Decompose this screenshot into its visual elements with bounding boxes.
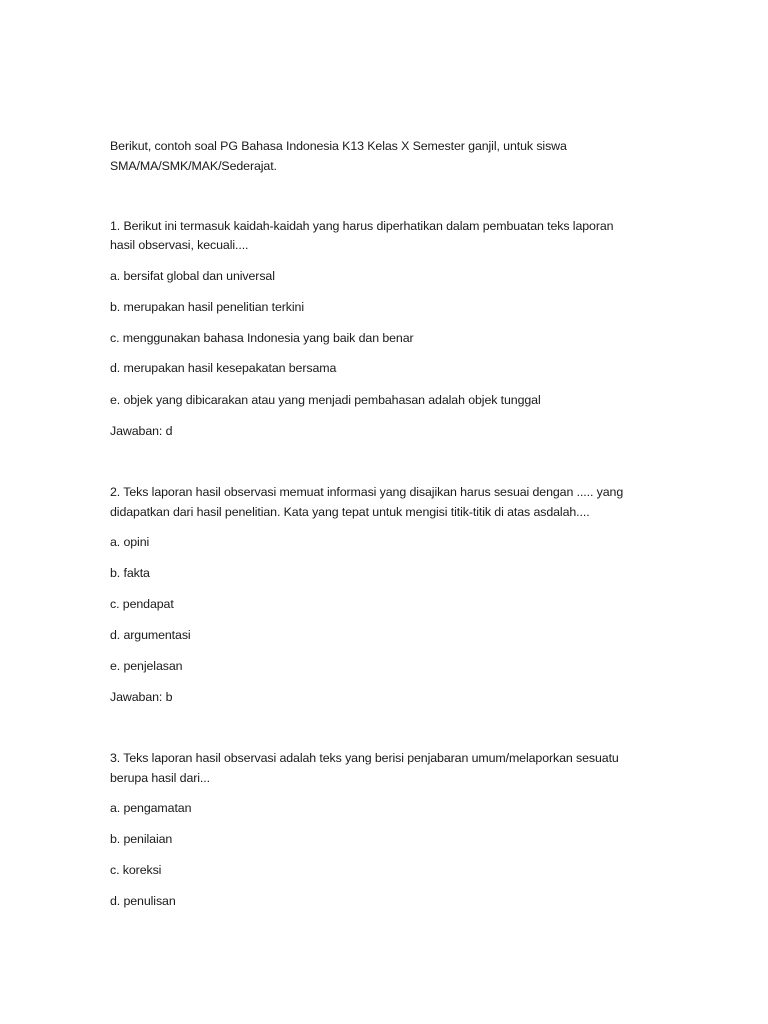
- option-e: e. penjelasan: [110, 659, 183, 673]
- question-text: 1. Berikut ini termasuk kaidah-kaidah yang harus diperhatikan dalam pembuatan teks laporan: [110, 219, 614, 233]
- option-d: d. penulisan: [110, 894, 176, 908]
- option-a: a. opini: [110, 535, 150, 549]
- option-b: b. fakta: [110, 566, 150, 580]
- answer: Jawaban: b: [110, 690, 173, 704]
- question-text: 3. Teks laporan hasil observasi adalah teks yang berisi penjabaran umum/melaporkan sesuatu: [110, 751, 619, 765]
- option-c: c. menggunakan bahasa Indonesia yang baik dan benar: [110, 331, 414, 345]
- question-text: didapatkan dari hasil penelitian. Kata yang tepat untuk mengisi titik-titik di atas asdalah....: [110, 505, 590, 519]
- option-b: b. merupakan hasil penelitian terkini: [110, 300, 304, 314]
- option-a: a. bersifat global dan universal: [110, 269, 275, 283]
- option-d: d. argumentasi: [110, 628, 191, 642]
- option-c: c. pendapat: [110, 597, 174, 611]
- answer: Jawaban: d: [110, 424, 173, 438]
- option-a: a. pengamatan: [110, 801, 192, 815]
- option-e: e. objek yang dibicarakan atau yang menjadi pembahasan adalah objek tunggal: [110, 393, 541, 407]
- option-c: c. koreksi: [110, 863, 162, 877]
- intro-line: SMA/MA/SMK/MAK/Sederajat.: [110, 159, 277, 173]
- option-b: b. penilaian: [110, 832, 173, 846]
- question-text: 2. Teks laporan hasil observasi memuat informasi yang disajikan harus sesuai dengan ..... yang: [110, 485, 624, 499]
- question-text: hasil observasi, kecuali....: [110, 238, 249, 252]
- option-d: d. merupakan hasil kesepakatan bersama: [110, 361, 337, 375]
- question-text: berupa hasil dari...: [110, 771, 210, 785]
- intro-line: Berikut, contoh soal PG Bahasa Indonesia K13 Kelas X Semester ganjil, untuk siswa: [110, 139, 567, 153]
